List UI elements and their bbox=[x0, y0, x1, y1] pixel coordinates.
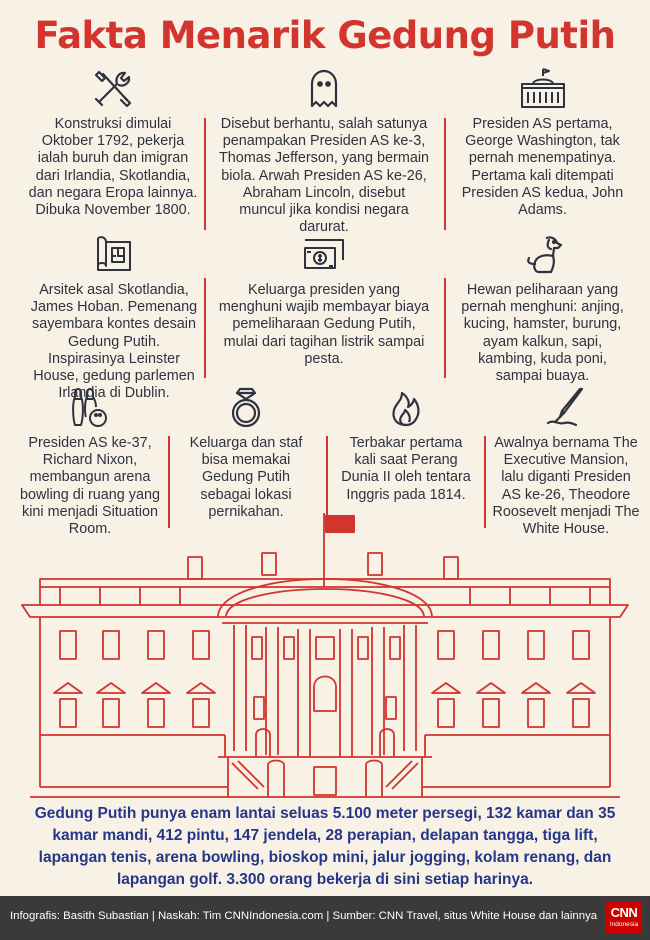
fact-wedding bbox=[176, 385, 316, 521]
divider bbox=[444, 278, 446, 378]
pen-icon bbox=[544, 385, 588, 429]
fact-fire bbox=[337, 385, 475, 504]
divider bbox=[444, 118, 446, 230]
ring-icon bbox=[224, 385, 268, 429]
money-icon bbox=[299, 232, 349, 276]
fact-text: Terbakar pertama kali saat Perang Dunia II oleh tentara Inggris pada 1814. bbox=[341, 435, 471, 503]
fact-construction bbox=[28, 66, 198, 219]
flag bbox=[325, 515, 355, 533]
tools-icon bbox=[91, 66, 135, 110]
fact-text: Arsitek asal Skotlandia, James Hoban. Pemenang sayembara kontes desain Gedung Putih. Inspirasinya Leinster House, gedung parlemen Irlandia di Dublin. bbox=[30, 282, 198, 402]
fact-haunted bbox=[218, 66, 430, 236]
fact-text: Keluarga presiden yang menghuni wajib membayar biaya pemeliharaan Gedung Putih, mulai dari tagihan listrik sampai pesta. bbox=[218, 282, 430, 367]
bowling-icon bbox=[68, 385, 112, 429]
white-house-illustration bbox=[0, 505, 650, 800]
fact-maintenance bbox=[218, 232, 430, 368]
fact-text: Presiden AS ke-37, Richard Nixon, membangun arena bowling di ruang yang kini menjadi Situation Room. bbox=[20, 435, 161, 538]
fact-text: Keluarga dan staf bisa memakai Gedung Putih sebagai lokasi pernikahan. bbox=[189, 435, 303, 520]
summary-text: Gedung Putih punya enam lantai seluas 5.100 meter persegi, 132 kamar dan 35 kamar mandi, 412 pintu, 147 jendela, 28 perapian, delapan tangga, tiga lift, lapangan tenis, arena bowling, bioskop mini, jalur jogging, kolam renang, dan lapangan golf. 3.300 orang bekerja di sini setiap harinya. bbox=[34, 805, 616, 888]
fact-first-resident bbox=[460, 66, 625, 219]
fact-text: Presiden AS pertama, George Washington, tak pernah menempatinya. Pertama kali ditempati Presiden AS kedua, John Adams. bbox=[461, 116, 624, 219]
cnn-indonesia-logo[interactable] bbox=[606, 902, 642, 934]
fact-text: Disebut berhantu, salah satunya penampakan Presiden AS ke-3, Thomas Jefferson, yang bermain biola. Arwah Presiden AS ke-26, Abraham Lincoln, disebut muncul jika kondisi negara darurat. bbox=[218, 116, 430, 236]
window-pediments bbox=[54, 683, 595, 693]
dog-icon bbox=[521, 232, 565, 276]
divider bbox=[204, 118, 206, 230]
left-windows-upper bbox=[60, 631, 589, 659]
ghost-icon bbox=[302, 66, 346, 110]
fact-text: Awalnya bernama The Executive Mansion, lalu diganti Presiden AS ke-26, Theodore Roosevelt menjadi The White House. bbox=[492, 435, 640, 538]
fact-text: Hewan peliharaan yang pernah menghuni: anjing, kucing, hamster, burung, ayam kalkun, sapi, kambing, kuda poni, sampai buaya. bbox=[461, 282, 624, 385]
logo-sub: Indonesia bbox=[609, 921, 639, 928]
footer-credits: Infografis: Basith Subastian | Naskah: Tim CNNIndonesia.com | Sumber: CNN Travel, situs White House dan lainnya bbox=[10, 910, 598, 922]
fire-icon bbox=[384, 385, 428, 429]
page-title: Fakta Menarik Gedung Putih bbox=[34, 14, 616, 57]
logo-main: CNN bbox=[610, 905, 638, 920]
fact-architect bbox=[28, 232, 200, 402]
portico-windows bbox=[252, 637, 400, 795]
blueprint-icon bbox=[92, 232, 136, 276]
fact-text: Konstruksi dimulai Oktober 1792, pekerja ialah buruh dan imigran dari Irlandia, Skotlandia, dan negara Eropa lainnya. Dibuka November 1800. bbox=[28, 116, 198, 219]
fact-pets bbox=[460, 232, 625, 385]
divider bbox=[204, 278, 206, 378]
white-house-icon bbox=[518, 66, 568, 110]
left-windows-lower bbox=[60, 699, 589, 727]
footer bbox=[0, 896, 650, 940]
